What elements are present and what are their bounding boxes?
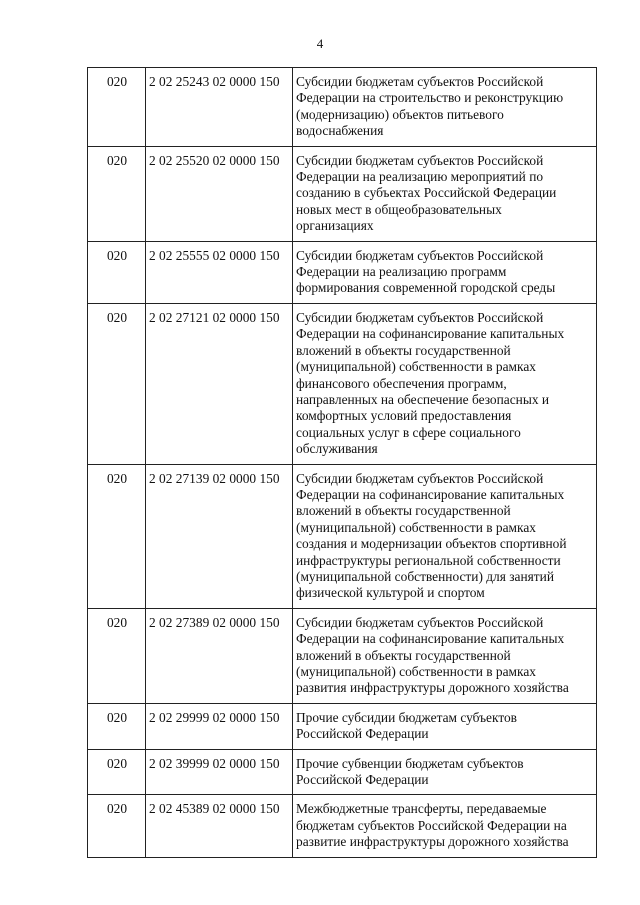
revenue-name-line: Российской Федерации: [296, 726, 429, 742]
revenue-name-cell: [293, 146, 597, 241]
revenue-name-line: (муниципальной) собственности в рамках: [296, 519, 536, 535]
table-row: [88, 795, 597, 857]
revenue-name-line: вложений в объекты государственной: [296, 342, 511, 358]
revenue-name-line: Прочие субвенции бюджетам субъектов: [296, 755, 524, 771]
table-row: [88, 703, 597, 749]
revenue-name-line: социальных услуг в сфере социального: [296, 424, 521, 440]
revenue-code-cell: 2 02 45389 02 0000 150: [146, 795, 293, 857]
page-number: 4: [316, 36, 324, 51]
revenue-name-line: обслуживания: [296, 441, 378, 457]
table-body: [88, 68, 597, 858]
admin-code-cell: 020: [88, 749, 146, 795]
revenue-name-line: Федерации на софинансирование капитальных: [296, 486, 565, 502]
admin-code-cell: 020: [88, 241, 146, 303]
revenue-name-cell: [293, 608, 597, 703]
revenue-name-line: развития инфраструктуры дорожного хозяйства: [296, 680, 569, 696]
revenue-code-cell: 2 02 27139 02 0000 150: [146, 464, 293, 608]
revenue-name-line: Межбюджетные трансферты, передаваемые: [296, 801, 547, 817]
admin-code-cell: 020: [88, 303, 146, 464]
revenue-name-line: вложений в объекты государственной: [296, 647, 511, 663]
admin-code-cell: 020: [88, 464, 146, 608]
admin-code-cell: 020: [88, 146, 146, 241]
table-row: [88, 146, 597, 241]
revenue-name-cell: [293, 68, 597, 147]
revenue-name-line: комфортных условий предоставления: [296, 408, 512, 424]
revenue-name-line: направленных на обеспечение безопасных и: [296, 391, 550, 407]
revenue-name-line: Субсидии бюджетам субъектов Российской: [296, 309, 544, 325]
revenue-name-cell: [293, 464, 597, 608]
table-row: [88, 464, 597, 608]
revenue-name-cell: [293, 303, 597, 464]
revenue-code-cell: 2 02 39999 02 0000 150: [146, 749, 293, 795]
revenue-name-line: вложений в объекты государственной: [296, 503, 511, 519]
revenue-name-line: Субсидии бюджетам субъектов Российской: [296, 470, 544, 486]
revenue-code-cell: 2 02 25520 02 0000 150: [146, 146, 293, 241]
table-row: [88, 68, 597, 147]
revenue-name-cell: [293, 703, 597, 749]
revenue-name-line: новых мест в общеобразовательных: [296, 201, 502, 217]
revenue-name-line: Федерации на реализацию программ: [296, 264, 507, 280]
revenue-name-line: Российской Федерации: [296, 772, 429, 788]
revenue-name-line: (модернизацию) объектов питьевого: [296, 106, 504, 122]
budget-codes-table: [87, 67, 597, 858]
revenue-name-line: финансового обеспечения программ,: [296, 375, 507, 391]
table-row: [88, 303, 597, 464]
revenue-name-cell: [293, 749, 597, 795]
revenue-name-line: Субсидии бюджетам субъектов Российской: [296, 247, 544, 263]
revenue-name-line: (муниципальной) собственности в рамках: [296, 359, 536, 375]
revenue-name-cell: [293, 241, 597, 303]
revenue-name-line: созданию в субъектах Российской Федерации: [296, 185, 557, 201]
admin-code-cell: 020: [88, 68, 146, 147]
revenue-name-line: физической культурой и спортом: [296, 585, 485, 601]
admin-code-cell: 020: [88, 703, 146, 749]
revenue-name-line: Федерации на софинансирование капитальных: [296, 326, 565, 342]
revenue-name-line: организациях: [296, 218, 374, 234]
table-row: [88, 749, 597, 795]
revenue-name-line: (муниципальной) собственности в рамках: [296, 664, 536, 679]
revenue-name-line: развитие инфраструктуры дорожного хозяйства: [296, 834, 569, 850]
revenue-code-cell: 2 02 25243 02 0000 150: [146, 68, 293, 147]
revenue-code-cell: 2 02 27121 02 0000 150: [146, 303, 293, 464]
admin-code-cell: 020: [88, 608, 146, 703]
revenue-code-cell: 2 02 25555 02 0000 150: [146, 241, 293, 303]
revenue-name-line: (муниципальной собственности) для занятий: [296, 568, 554, 584]
table-row: [88, 241, 597, 303]
revenue-name-line: Субсидии бюджетам субъектов Российской: [296, 74, 544, 89]
revenue-name-line: создания и модернизации объектов спортивной: [296, 536, 567, 552]
revenue-name-cell: [293, 795, 597, 857]
revenue-name-line: Прочие субсидии бюджетам субъектов: [296, 709, 518, 725]
revenue-name-line: инфраструктуры региональной собственности: [296, 552, 561, 568]
revenue-name-line: бюджетам субъектов Российской Федерации на: [296, 817, 567, 833]
revenue-code-cell: 2 02 29999 02 0000 150: [146, 703, 293, 749]
revenue-name-line: формирования современной городской среды: [296, 280, 556, 296]
revenue-name-line: Субсидии бюджетам субъектов Российской: [296, 152, 544, 168]
revenue-name-line: Федерации на строительство и реконструкцию: [296, 90, 564, 106]
admin-code-cell: 020: [88, 795, 146, 857]
revenue-code-cell: 2 02 27389 02 0000 150: [146, 608, 293, 703]
revenue-name-line: Субсидии бюджетам субъектов Российской: [296, 614, 544, 630]
table-row: [88, 608, 597, 703]
revenue-name-line: Федерации на реализацию мероприятий по: [296, 169, 544, 185]
revenue-name-line: водоснабжения: [296, 123, 384, 139]
revenue-name-line: Федерации на софинансирование капитальных: [296, 631, 565, 647]
